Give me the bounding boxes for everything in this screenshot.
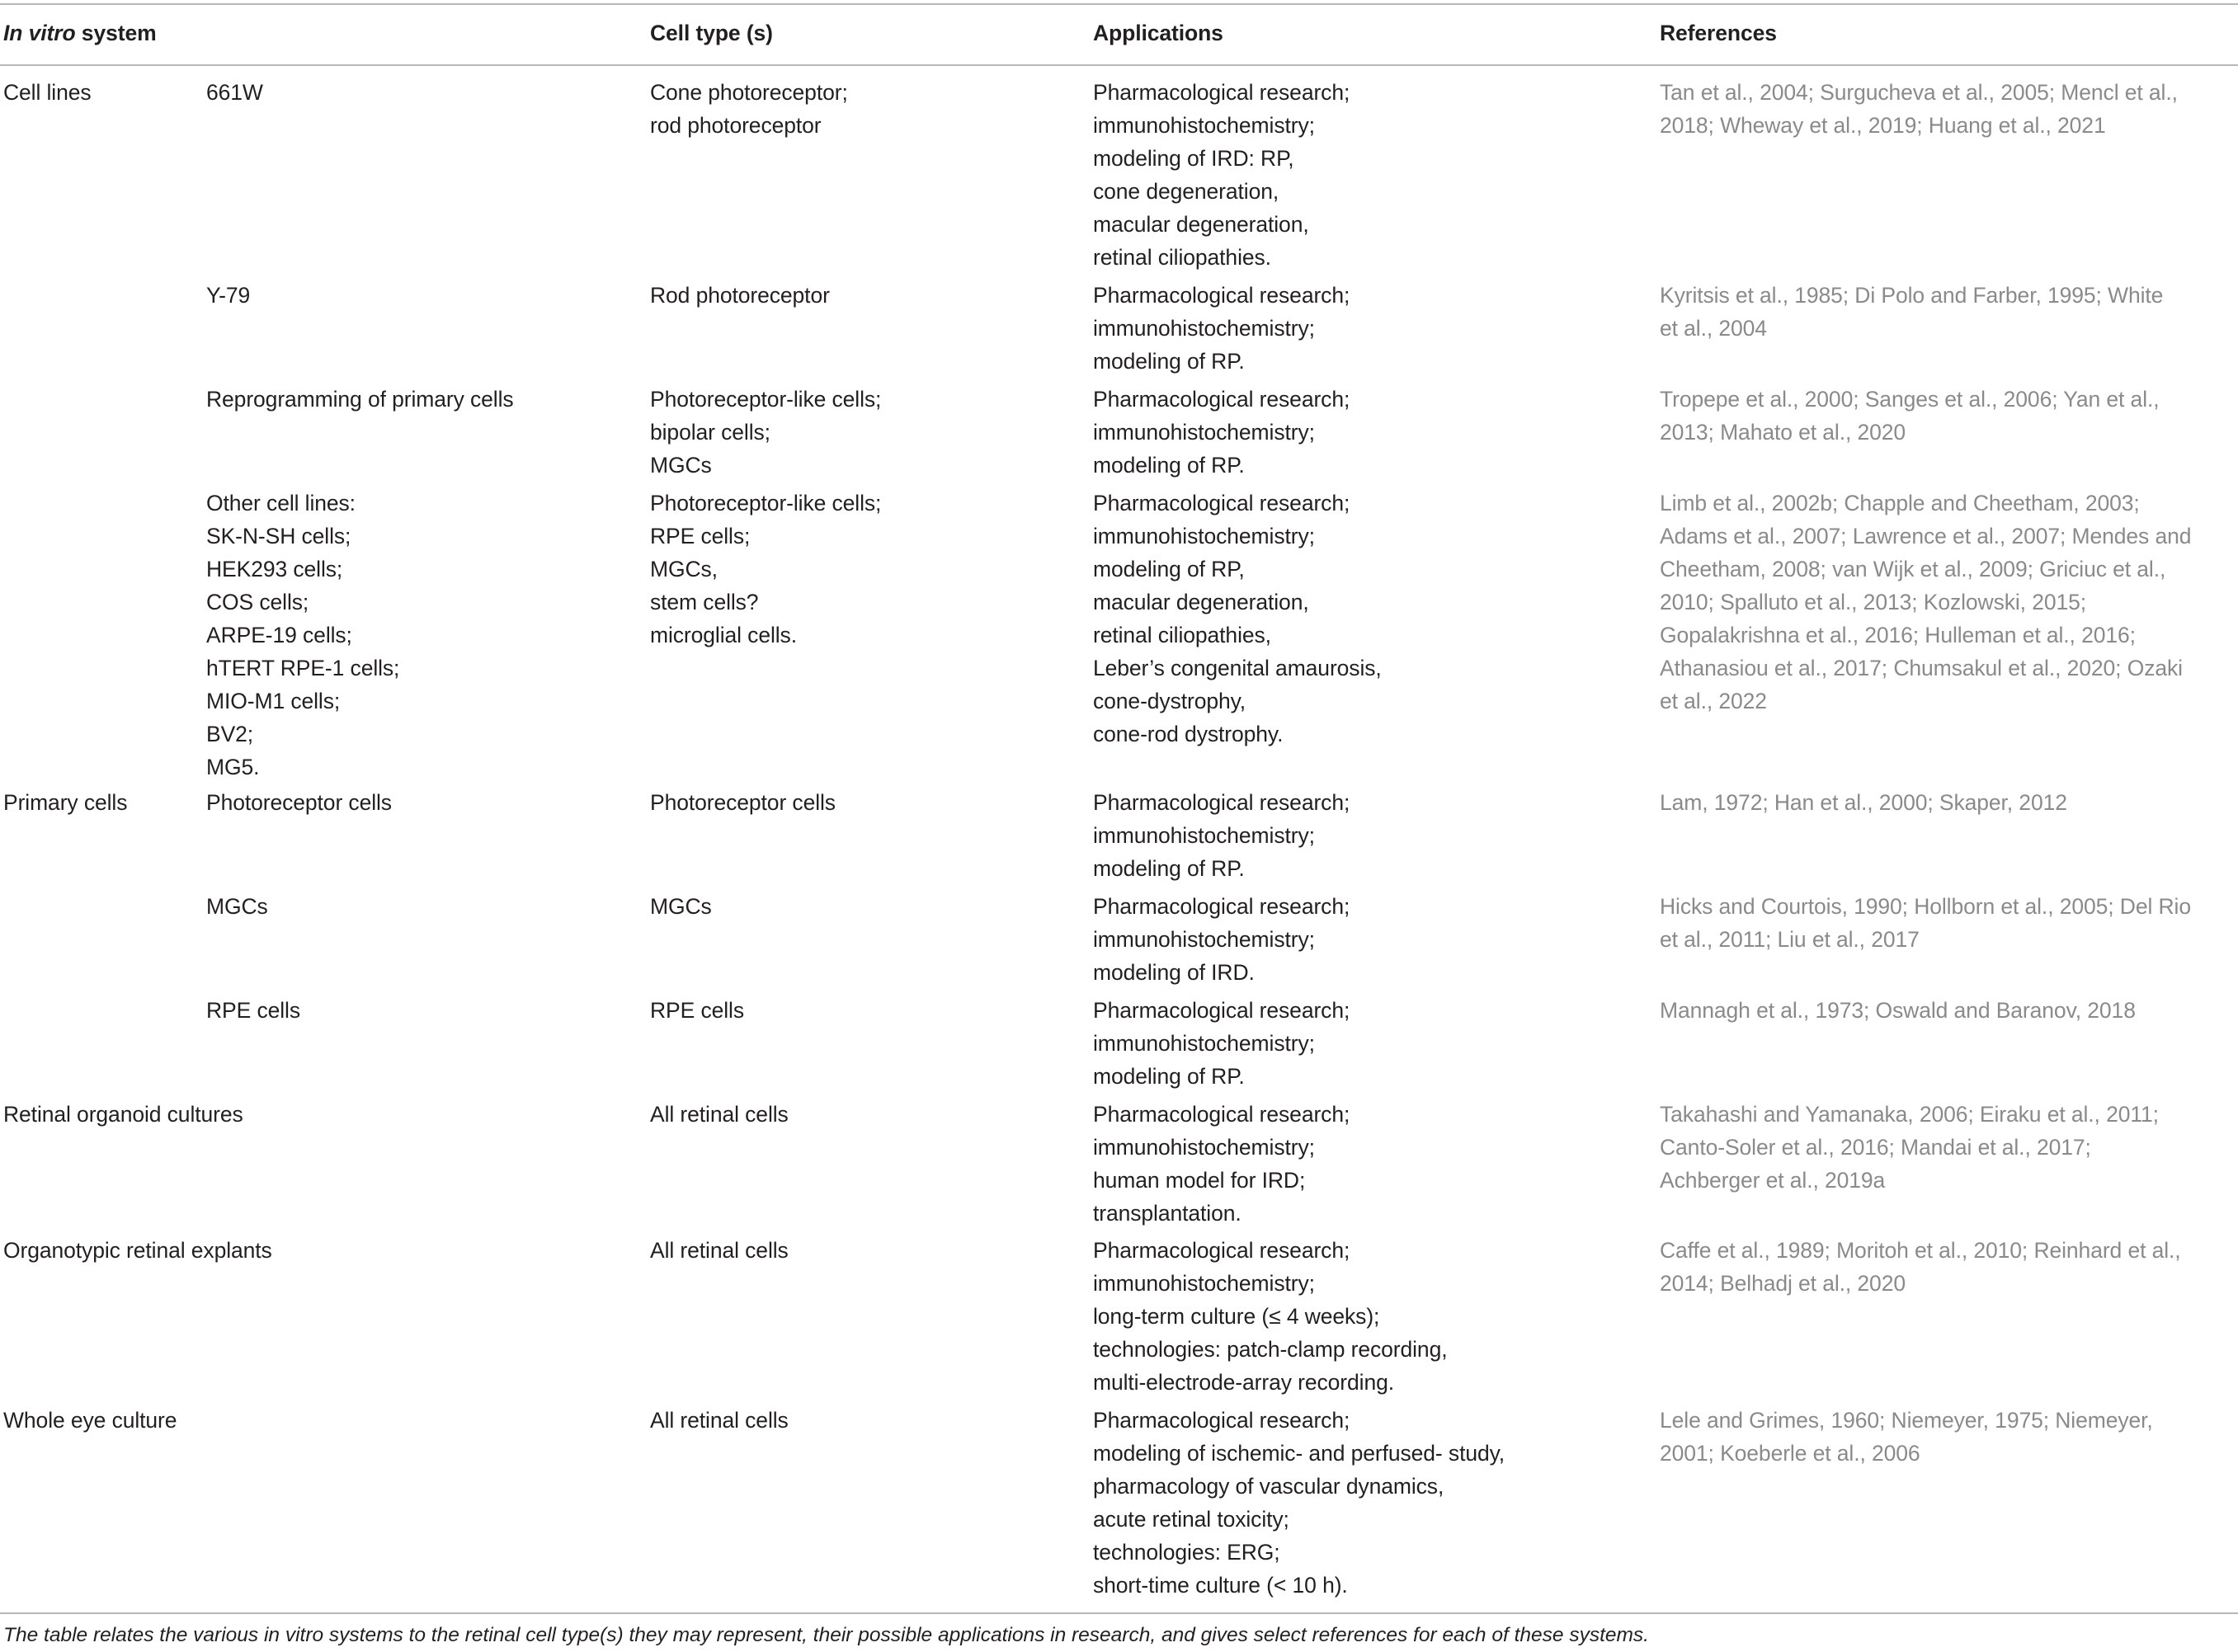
cell-line: 2001; Koeberle et al., 2006 — [1660, 1441, 1920, 1466]
table-cell-cell-type — [650, 890, 712, 923]
cell-line: modeling of RP, — [1093, 557, 1245, 581]
cell-line: MGCs, — [650, 557, 718, 581]
table-cell-applications — [1093, 1404, 1505, 1602]
cell-line: All retinal cells — [650, 1408, 789, 1433]
cell-line: Kyritsis et al., 1985; Di Polo and Farber, 1995; White — [1660, 283, 2164, 308]
table-cell-system — [206, 76, 263, 109]
table-cell-group — [3, 1234, 272, 1267]
cell-line: Pharmacological research; — [1093, 894, 1350, 919]
cell-line: et al., 2004 — [1660, 316, 1767, 341]
table-cell-applications — [1093, 994, 1350, 1093]
header-bottom-rule — [0, 64, 2238, 66]
cell-line: immunohistochemistry; — [1093, 927, 1315, 952]
header-in-vitro-italic: In vitro — [3, 21, 76, 45]
cell-line: modeling of RP. — [1093, 856, 1245, 881]
cell-line: Photoreceptor cells — [650, 790, 836, 815]
table-cell-references — [1660, 76, 2178, 142]
cell-line: Photoreceptor-like cells; — [650, 491, 882, 515]
cell-line: modeling of IRD. — [1093, 960, 1255, 985]
cell-line: Rod photoreceptor — [650, 283, 830, 308]
cell-line: MG5. — [206, 755, 260, 779]
table-cell-references — [1660, 487, 2191, 718]
cell-line: modeling of IRD: RP, — [1093, 146, 1294, 171]
table-cell-references — [1660, 383, 2160, 449]
cell-line: COS cells; — [206, 590, 309, 614]
cell-line: retinal ciliopathies, — [1093, 623, 1271, 647]
cell-line: SK-N-SH cells; — [206, 524, 351, 548]
table-cell-cell-type — [650, 994, 744, 1027]
table-cell-applications — [1093, 890, 1350, 989]
cell-line: modeling of RP. — [1093, 349, 1245, 374]
cell-line: Photoreceptor cells — [206, 790, 392, 815]
cell-line: immunohistochemistry; — [1093, 524, 1315, 548]
table-cell-references — [1660, 279, 2163, 345]
table-cell-cell-type — [650, 1098, 789, 1131]
cell-line: MGCs — [650, 894, 712, 919]
cell-line: 661W — [206, 80, 263, 105]
table-cell-applications — [1093, 76, 1350, 274]
cell-line: Pharmacological research; — [1093, 80, 1350, 105]
cell-line: Cheetham, 2008; van Wijk et al., 2009; Griciuc et al., — [1660, 557, 2166, 581]
cell-line: hTERT RPE-1 cells; — [206, 656, 400, 680]
cell-line: Pharmacological research; — [1093, 1408, 1350, 1433]
cell-line: pharmacology of vascular dynamics, — [1093, 1474, 1444, 1499]
cell-line: cone-rod dystrophy. — [1093, 722, 1284, 746]
cell-line: retinal ciliopathies. — [1093, 245, 1271, 270]
cell-line: immunohistochemistry; — [1093, 1135, 1315, 1160]
cell-line: Gopalakrishna et al., 2016; Hulleman et al., 2016; — [1660, 623, 2136, 647]
cell-line: 2010; Spalluto et al., 2013; Kozlowski, 2015; — [1660, 590, 2087, 614]
cell-line: et al., 2022 — [1660, 689, 1767, 713]
header-applications: Applications — [1093, 21, 1223, 45]
header-cell-type: Cell type (s) — [650, 21, 773, 45]
cell-line: Limb et al., 2002b; Chapple and Cheetham, 2003; — [1660, 491, 2140, 515]
cell-line: Lele and Grimes, 1960; Niemeyer, 1975; Niemeyer, — [1660, 1408, 2153, 1433]
cell-line: 2013; Mahato et al., 2020 — [1660, 420, 1906, 445]
table-cell-group — [3, 76, 92, 109]
cell-line: modeling of RP. — [1093, 1064, 1245, 1089]
cell-line: Retinal organoid cultures — [3, 1102, 243, 1127]
cell-line: Pharmacological research; — [1093, 1238, 1350, 1263]
cell-line: transplantation. — [1093, 1201, 1242, 1226]
cell-line: cone-dystrophy, — [1093, 689, 1246, 713]
header-references: References — [1660, 21, 1777, 45]
cell-line: 2014; Belhadj et al., 2020 — [1660, 1271, 1906, 1296]
cell-line: Pharmacological research; — [1093, 790, 1350, 815]
cell-line: BV2; — [206, 722, 254, 746]
cell-line: Pharmacological research; — [1093, 491, 1350, 515]
cell-line: immunohistochemistry; — [1093, 316, 1315, 341]
cell-line: immunohistochemistry; — [1093, 1271, 1315, 1296]
cell-line: cone degeneration, — [1093, 179, 1279, 204]
header-system-label: system — [75, 21, 157, 45]
cell-line: Lam, 1972; Han et al., 2000; Skaper, 2012 — [1660, 790, 2067, 815]
cell-line: Tan et al., 2004; Surgucheva et al., 2005; Mencl et al., — [1660, 80, 2178, 105]
cell-line: long-term culture (≤ 4 weeks); — [1093, 1304, 1380, 1329]
cell-line: MIO-M1 cells; — [206, 689, 341, 713]
cell-line: modeling of RP. — [1093, 453, 1245, 478]
table-bottom-rule — [0, 1612, 2238, 1614]
cell-line: Adams et al., 2007; Lawrence et al., 2007; Mendes and — [1660, 524, 2192, 548]
table-cell-references — [1660, 994, 2136, 1027]
cell-line: Primary cells — [3, 790, 128, 815]
table-cell-group — [3, 1098, 243, 1131]
table-cell-references — [1660, 1234, 2181, 1300]
table-cell-system — [206, 786, 392, 819]
cell-line: HEK293 cells; — [206, 557, 343, 581]
table-cell-cell-type — [650, 1404, 789, 1437]
cell-line: MGCs — [206, 894, 268, 919]
table-cell-cell-type — [650, 786, 836, 819]
cell-line: All retinal cells — [650, 1102, 789, 1127]
table-top-rule — [0, 3, 2238, 5]
table-cell-references — [1660, 1098, 2159, 1197]
table-cell-references — [1660, 890, 2191, 956]
cell-line: All retinal cells — [650, 1238, 789, 1263]
cell-line: Photoreceptor-like cells; — [650, 387, 882, 412]
cell-line: technologies: patch-clamp recording, — [1093, 1337, 1448, 1362]
cell-line: Y-79 — [206, 283, 251, 308]
cell-line: bipolar cells; — [650, 420, 770, 445]
cell-line: Caffe et al., 1989; Moritoh et al., 2010; Reinhard et al., — [1660, 1238, 2181, 1263]
cell-line: Canto-Soler et al., 2016; Mandai et al., 2017; — [1660, 1135, 2091, 1160]
cell-line: Organotypic retinal explants — [3, 1238, 272, 1263]
table-cell-applications — [1093, 279, 1350, 378]
table-cell-system — [206, 279, 250, 312]
cell-line: immunohistochemistry; — [1093, 113, 1315, 138]
cell-line: human model for IRD; — [1093, 1168, 1306, 1193]
cell-line: Pharmacological research; — [1093, 283, 1350, 308]
table-cell-applications — [1093, 1234, 1447, 1399]
cell-line: Pharmacological research; — [1093, 1102, 1350, 1127]
table-cell-applications — [1093, 786, 1350, 885]
cell-line: macular degeneration, — [1093, 212, 1309, 237]
table-cell-references — [1660, 1404, 2153, 1470]
table-cell-applications — [1093, 487, 1382, 751]
cell-line: Leber’s congenital amaurosis, — [1093, 656, 1382, 680]
table-cell-system — [206, 890, 268, 923]
cell-line: Reprogramming of primary cells — [206, 387, 514, 412]
cell-line: RPE cells; — [650, 524, 751, 548]
cell-line: RPE cells — [206, 998, 300, 1023]
cell-line: ARPE-19 cells; — [206, 623, 352, 647]
table-cell-references — [1660, 786, 2067, 819]
cell-line: Pharmacological research; — [1093, 387, 1350, 412]
cell-line: Other cell lines: — [206, 491, 356, 515]
cell-line: et al., 2011; Liu et al., 2017 — [1660, 927, 1920, 952]
table-cell-system — [206, 487, 399, 784]
cell-line: multi-electrode-array recording. — [1093, 1370, 1394, 1395]
cell-line: Hicks and Courtois, 1990; Hollborn et al., 2005; Del Rio — [1660, 894, 2191, 919]
table-cell-cell-type — [650, 279, 830, 312]
cell-line: immunohistochemistry; — [1093, 420, 1315, 445]
table-cell-applications — [1093, 383, 1350, 482]
cell-line: rod photoreceptor — [650, 113, 822, 138]
table-cell-system — [206, 994, 300, 1027]
cell-line: Whole eye culture — [3, 1408, 177, 1433]
cell-line: Mannagh et al., 1973; Oswald and Baranov, 2018 — [1660, 998, 2136, 1023]
cell-line: short-time culture (< 10 h). — [1093, 1573, 1348, 1598]
header-in-vitro-system — [3, 16, 157, 49]
cell-line: Takahashi and Yamanaka, 2006; Eiraku et al., 2011; — [1660, 1102, 2159, 1127]
table-cell-group — [3, 786, 127, 819]
cell-line: MGCs — [650, 453, 712, 478]
table-cell-cell-type — [650, 383, 881, 482]
cell-line: macular degeneration, — [1093, 590, 1309, 614]
cell-line: immunohistochemistry; — [1093, 1031, 1315, 1056]
cell-line: immunohistochemistry; — [1093, 823, 1315, 848]
cell-line: Athanasiou et al., 2017; Chumsakul et al., 2020; Ozaki — [1660, 656, 2183, 680]
table-cell-cell-type — [650, 487, 881, 652]
cell-line: Tropepe et al., 2000; Sanges et al., 2006; Yan et al., — [1660, 387, 2160, 412]
cell-line: Achberger et al., 2019a — [1660, 1168, 1886, 1193]
cell-line: microglial cells. — [650, 623, 797, 647]
table-caption: The table relates the various in vitro systems to the retinal cell type(s) they may represent, their possible applications in research, and gives select references for each of these systems. — [3, 1624, 1649, 1646]
table-cell-cell-type — [650, 76, 848, 142]
cell-line: stem cells? — [650, 590, 759, 614]
cell-line: Cone photoreceptor; — [650, 80, 848, 105]
cell-line: Cell lines — [3, 80, 92, 105]
table-cell-system — [206, 383, 514, 416]
table-cell-group — [3, 1404, 177, 1437]
cell-line: 2018; Wheway et al., 2019; Huang et al., 2021 — [1660, 113, 2106, 138]
cell-line: technologies: ERG; — [1093, 1540, 1280, 1565]
cell-line: RPE cells — [650, 998, 744, 1023]
table-cell-applications — [1093, 1098, 1350, 1230]
cell-line: Pharmacological research; — [1093, 998, 1350, 1023]
table-cell-cell-type — [650, 1234, 789, 1267]
cell-line: modeling of ischemic- and perfused- study, — [1093, 1441, 1505, 1466]
cell-line: acute retinal toxicity; — [1093, 1507, 1289, 1532]
